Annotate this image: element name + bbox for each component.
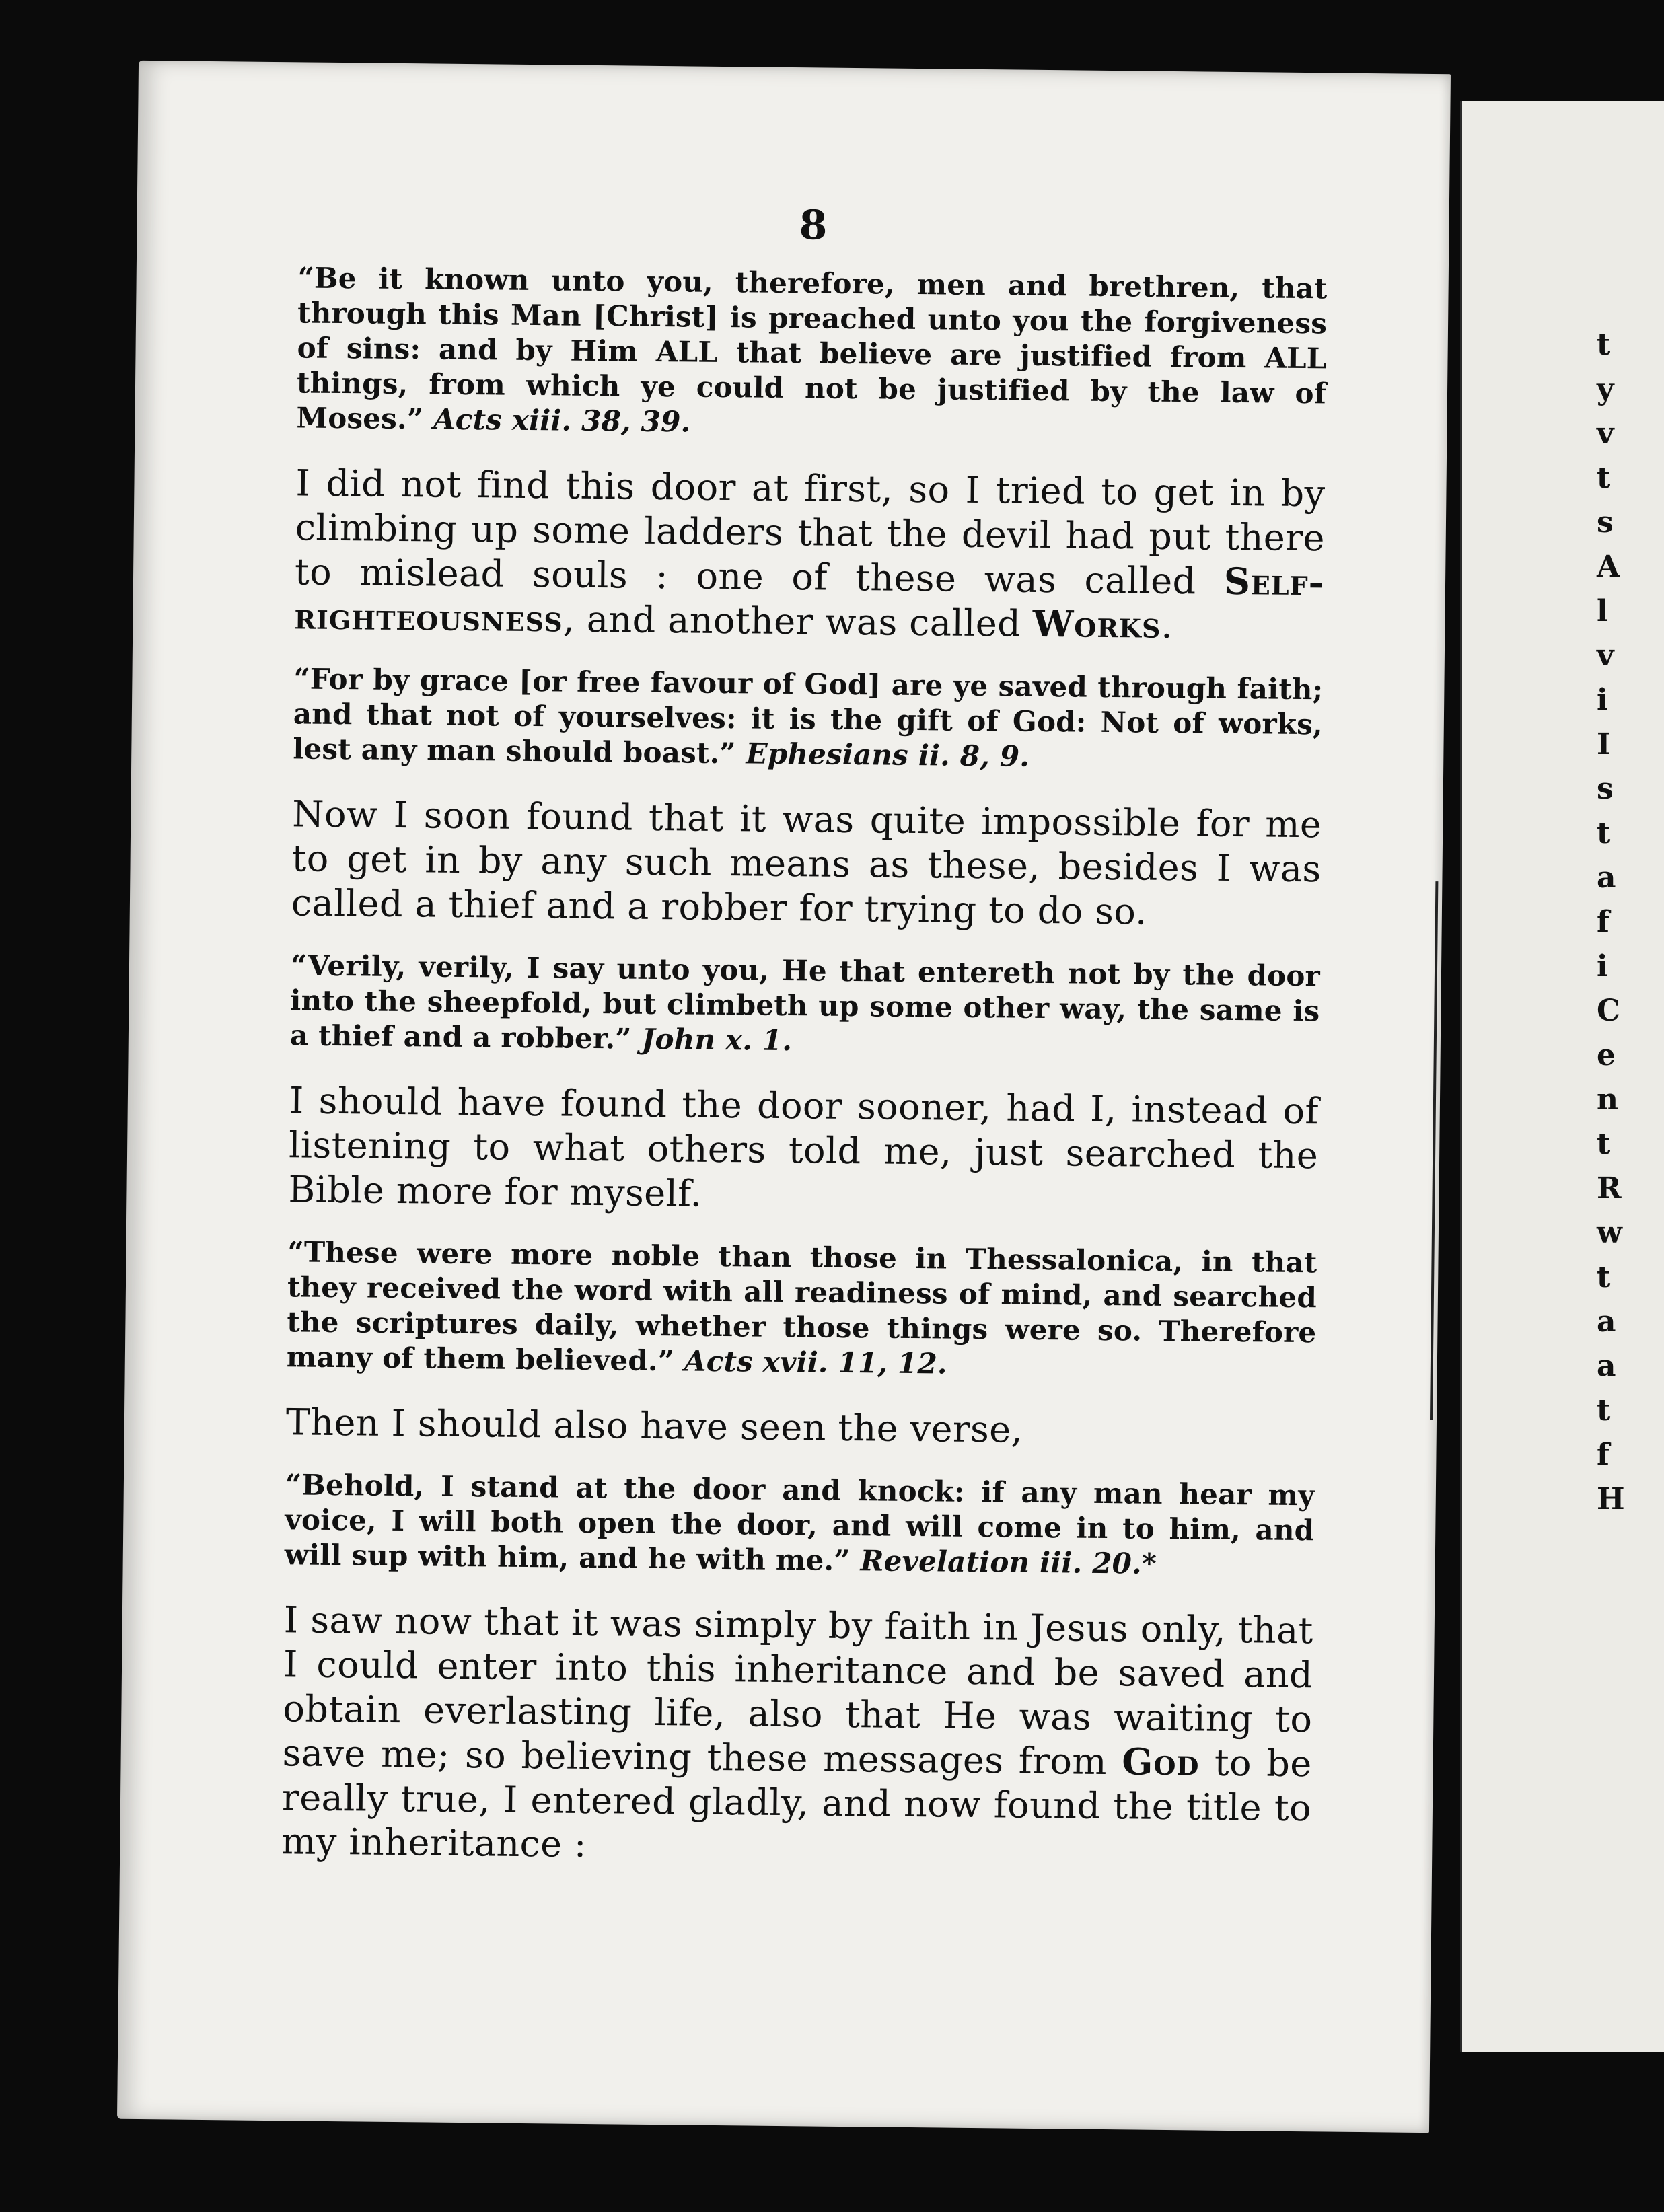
paragraph-text: , and another was called bbox=[563, 597, 1034, 645]
adjacent-page-letter: i bbox=[1597, 949, 1608, 984]
adjacent-page-letter: t bbox=[1597, 328, 1611, 362]
adjacent-page-letter: e bbox=[1597, 1038, 1616, 1072]
body-paragraph bbox=[288, 1078, 1319, 1222]
paragraph-text: . bbox=[1161, 603, 1173, 647]
emphasis-term: Works bbox=[1032, 601, 1161, 647]
scripture-quote bbox=[285, 1467, 1315, 1583]
paragraph-text: I did not find this door at first, so I tried to get in by climbing up some ladders that the devil had put there to mislead souls : one of these was called bbox=[294, 462, 1326, 603]
adjacent-page-letters bbox=[1597, 323, 1625, 1522]
adjacent-page-letter: a bbox=[1597, 860, 1616, 895]
quote-text: “These were more noble than those in Thessalonica, in that they received the word with all readiness of mind, and searched the scriptures daily, whether those things were so. Therefore many of them believed.” bbox=[286, 1234, 1317, 1378]
adjacent-page-letter: t bbox=[1597, 1260, 1611, 1294]
scripture-reference: Revelation iii. 20.* bbox=[860, 1544, 1157, 1580]
adjacent-page-letter: a bbox=[1597, 1349, 1616, 1383]
quote-text: “Verily, verily, I say unto you, He that entereth not by the door into the sheepfold, but climbeth up some other way, the same is a thief and a robber.” bbox=[289, 949, 1321, 1056]
adjacent-page-letter: n bbox=[1597, 1082, 1618, 1117]
adjacent-page-letter: w bbox=[1597, 1216, 1622, 1250]
adjacent-page-letter: f bbox=[1597, 1438, 1609, 1472]
adjacent-page-letter: t bbox=[1597, 461, 1611, 495]
scripture-quote bbox=[287, 1234, 1317, 1385]
body-paragraph bbox=[286, 1400, 1316, 1455]
body-paragraph bbox=[281, 1598, 1313, 1874]
adjacent-page-letter: v bbox=[1597, 638, 1614, 673]
emphasis-term: Self-righteousness bbox=[294, 559, 1325, 640]
scripture-quote bbox=[290, 948, 1321, 1064]
adjacent-page-edge bbox=[1460, 101, 1664, 2052]
adjacent-page-letter: t bbox=[1597, 1393, 1611, 1428]
scripture-quote bbox=[296, 260, 1328, 446]
adjacent-page-letter: t bbox=[1597, 816, 1611, 850]
paragraph-text: Now I soon found that it was quite impossible for me to get in by any such means as these, besides I was called a thief and a robber for trying to do so. bbox=[291, 792, 1322, 933]
paragraph-text: I should have found the door sooner, had I, instead of listening to what others told me, just searched the Bible more for myself. bbox=[288, 1079, 1319, 1215]
adjacent-page-letter: s bbox=[1597, 772, 1614, 806]
adjacent-page-letter: v bbox=[1597, 416, 1614, 451]
page-fold-mark bbox=[1430, 881, 1445, 1420]
scripture-reference: Acts xiii. 38, 39. bbox=[433, 402, 691, 439]
adjacent-page-letter: I bbox=[1597, 727, 1611, 762]
adjacent-page-letter: y bbox=[1597, 372, 1614, 406]
scripture-quote bbox=[293, 661, 1324, 777]
page-number: 8 bbox=[799, 202, 828, 250]
body-paragraph bbox=[294, 462, 1326, 650]
body-paragraph bbox=[291, 792, 1322, 936]
adjacent-page-letter: a bbox=[1597, 1304, 1616, 1339]
adjacent-page-letter: f bbox=[1597, 905, 1609, 939]
adjacent-page-letter: A bbox=[1597, 550, 1620, 584]
adjacent-page-letter: C bbox=[1597, 994, 1621, 1028]
quote-text: “Be it known unto you, therefore, men and brethren, that through this Man [Christ] is preached unto you the forgiveness of sins: and by Him ALL that believe are justified from ALL things, from which ye could not be justified by the law of Moses.” bbox=[296, 261, 1328, 436]
paragraph-text: Then I should also have seen the verse, bbox=[285, 1401, 1023, 1451]
adjacent-page-letter: R bbox=[1597, 1171, 1622, 1206]
quote-text: “Behold, I stand at the door and knock: if any man hear my voice, I will both open the door, and will come in to him, and will sup with him, and he with me.” bbox=[284, 1468, 1315, 1578]
scripture-reference: Ephesians ii. 8, 9. bbox=[746, 737, 1030, 773]
quote-text: “For by grace [or free favour of God] are ye saved through faith; and that not of yourselves: it is the gift of God: Not of works, lest any man should boast.” bbox=[293, 662, 1324, 770]
page-content bbox=[281, 196, 1328, 1897]
adjacent-page-letter: H bbox=[1597, 1482, 1625, 1516]
adjacent-page-letter: t bbox=[1597, 1127, 1611, 1161]
paragraph-text: to be really true, I entered gladly, and now found the title to my inheritance : bbox=[281, 1741, 1312, 1866]
paragraph-text: I saw now that it was simply by faith in Jesus only, that I could enter into this inheritance and be saved and obtain everlasting life, also that He was waiting to save me; so believing these messages from bbox=[282, 1598, 1314, 1783]
adjacent-page-letter: i bbox=[1597, 683, 1608, 717]
emphasis-term: God bbox=[1122, 1739, 1200, 1784]
adjacent-page-letter: l bbox=[1597, 594, 1608, 628]
adjacent-page-letter: s bbox=[1597, 505, 1614, 540]
scripture-reference: Acts xvii. 11, 12. bbox=[684, 1344, 947, 1380]
book-page bbox=[117, 61, 1451, 2133]
scripture-reference: John x. 1. bbox=[641, 1022, 793, 1058]
